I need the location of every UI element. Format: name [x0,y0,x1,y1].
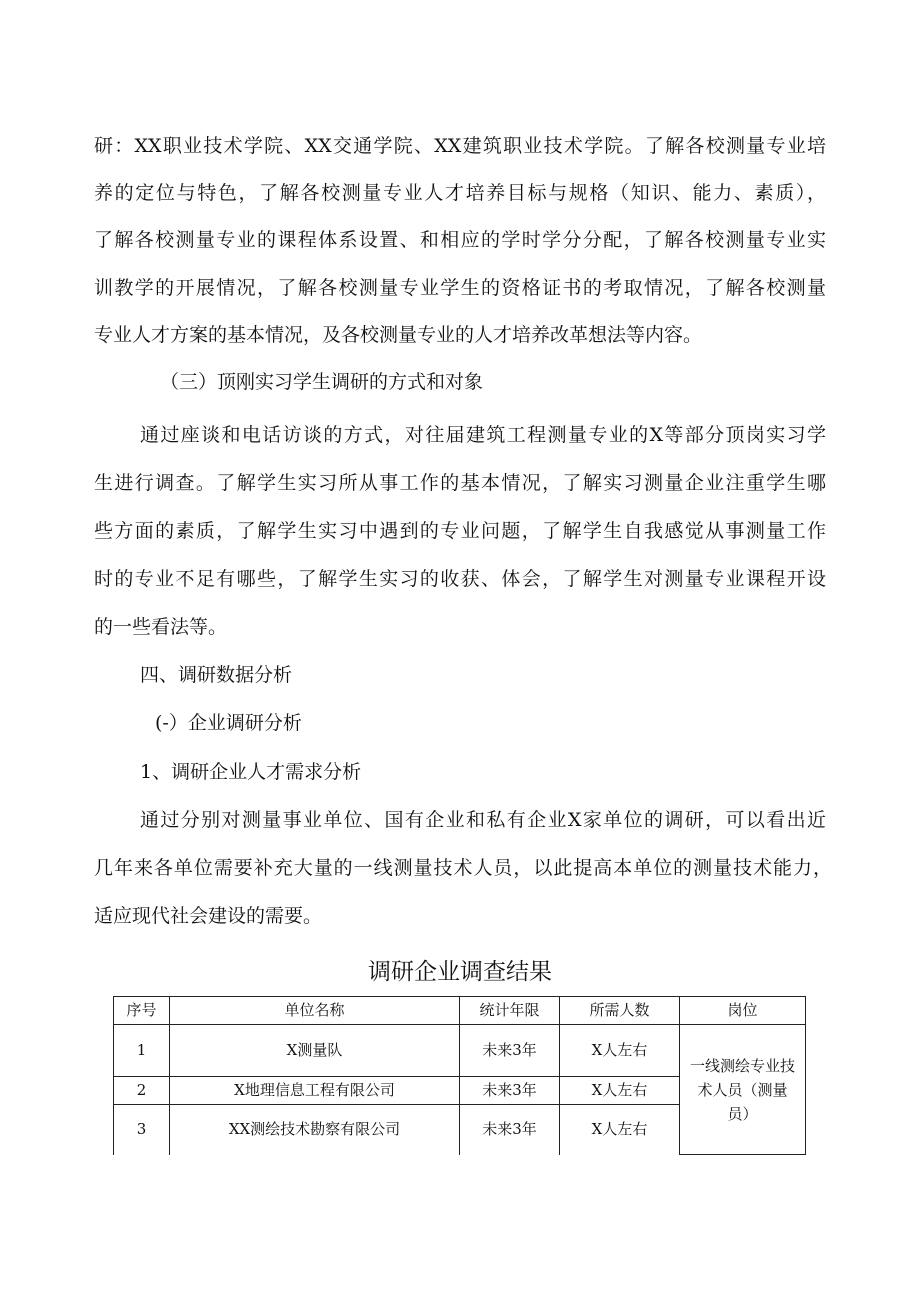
cell-headcount: X人左右 [560,1025,680,1077]
header-cell: 统计年限 [460,997,560,1025]
table-row [114,1025,806,1077]
cell-headcount: X人左右 [560,1105,680,1155]
text-line: 时的专业不足有哪些，了解学生实习的收获、体会，了解学生对测量专业课程开设 [94,568,826,590]
header-cell: 所需人数 [560,997,680,1025]
cell-period: 未来3年 [460,1077,560,1105]
header-cell: 岗位 [680,997,806,1025]
subsubsection-heading: 1、调研企业人才需求分析 [140,761,362,783]
cell-position: 一线测绘专业技术人员（测量员） [680,1025,806,1155]
cell-headcount: X人左右 [560,1077,680,1105]
cell-unit-name: X地理信息工程有限公司 [170,1077,460,1105]
header-cell: 序号 [114,997,170,1025]
cell-period: 未来3年 [460,1025,560,1077]
header-cell: 单位名称 [170,997,460,1025]
text-line: 适应现代社会建设的需要。 [94,905,323,927]
survey-result-table [113,996,806,1155]
text-line: 了解各校测量专业的课程体系设置、和相应的学时学分分配，了解各校测量专业实 [94,229,826,251]
text-line: 生进行调查。了解学生实习所从事工作的基本情况，了解实习测量企业注重学生哪 [94,472,826,494]
text-line: 的一些看法等。 [94,616,228,638]
cell-unit-name: XX测绘技术勘察有限公司 [170,1105,460,1155]
text-line: 通过座谈和电话访谈的方式，对往届建筑工程测量专业的X等部分顶岗实习学 [140,424,826,446]
text-line: 专业人才方案的基本情况，及各校测量专业的人才培养改革想法等内容。 [94,324,703,346]
text-line: 研：XX职业技术学院、XX交通学院、XX建筑职业技术学院。了解各校测量专业培 [94,135,826,157]
subsection-heading: (-）企业调研分析 [155,712,302,734]
text-line: 通过分别对测量事业单位、国有企业和私有企业X家单位的调研，可以看出近 [140,809,826,831]
cell-index: 3 [114,1105,170,1155]
cell-unit-name: X测量队 [170,1025,460,1077]
text-line: 些方面的素质，了解学生实习中遇到的专业问题，了解学生自我感觉从事测量工作 [94,520,826,542]
table-title: 调研企业调查结果 [368,959,552,985]
cell-period: 未来3年 [460,1105,560,1155]
section-heading-3: （三）顶刚实习学生调研的方式和对象 [160,371,484,393]
cell-index: 2 [114,1077,170,1105]
text-line: 养的定位与特色，了解各校测量专业人才培养目标与规格（知识、能力、素质）， [94,182,826,204]
cell-index: 1 [114,1025,170,1077]
text-line: 几年来各单位需要补充大量的一线测量技术人员，以此提高本单位的测量技术能力， [94,857,832,879]
table-header-row [114,997,806,1025]
section-heading-4: 四、调研数据分析 [140,664,293,686]
text-line: 训教学的开展情况，了解各校测量专业学生的资格证书的考取情况，了解各校测量 [94,277,826,299]
